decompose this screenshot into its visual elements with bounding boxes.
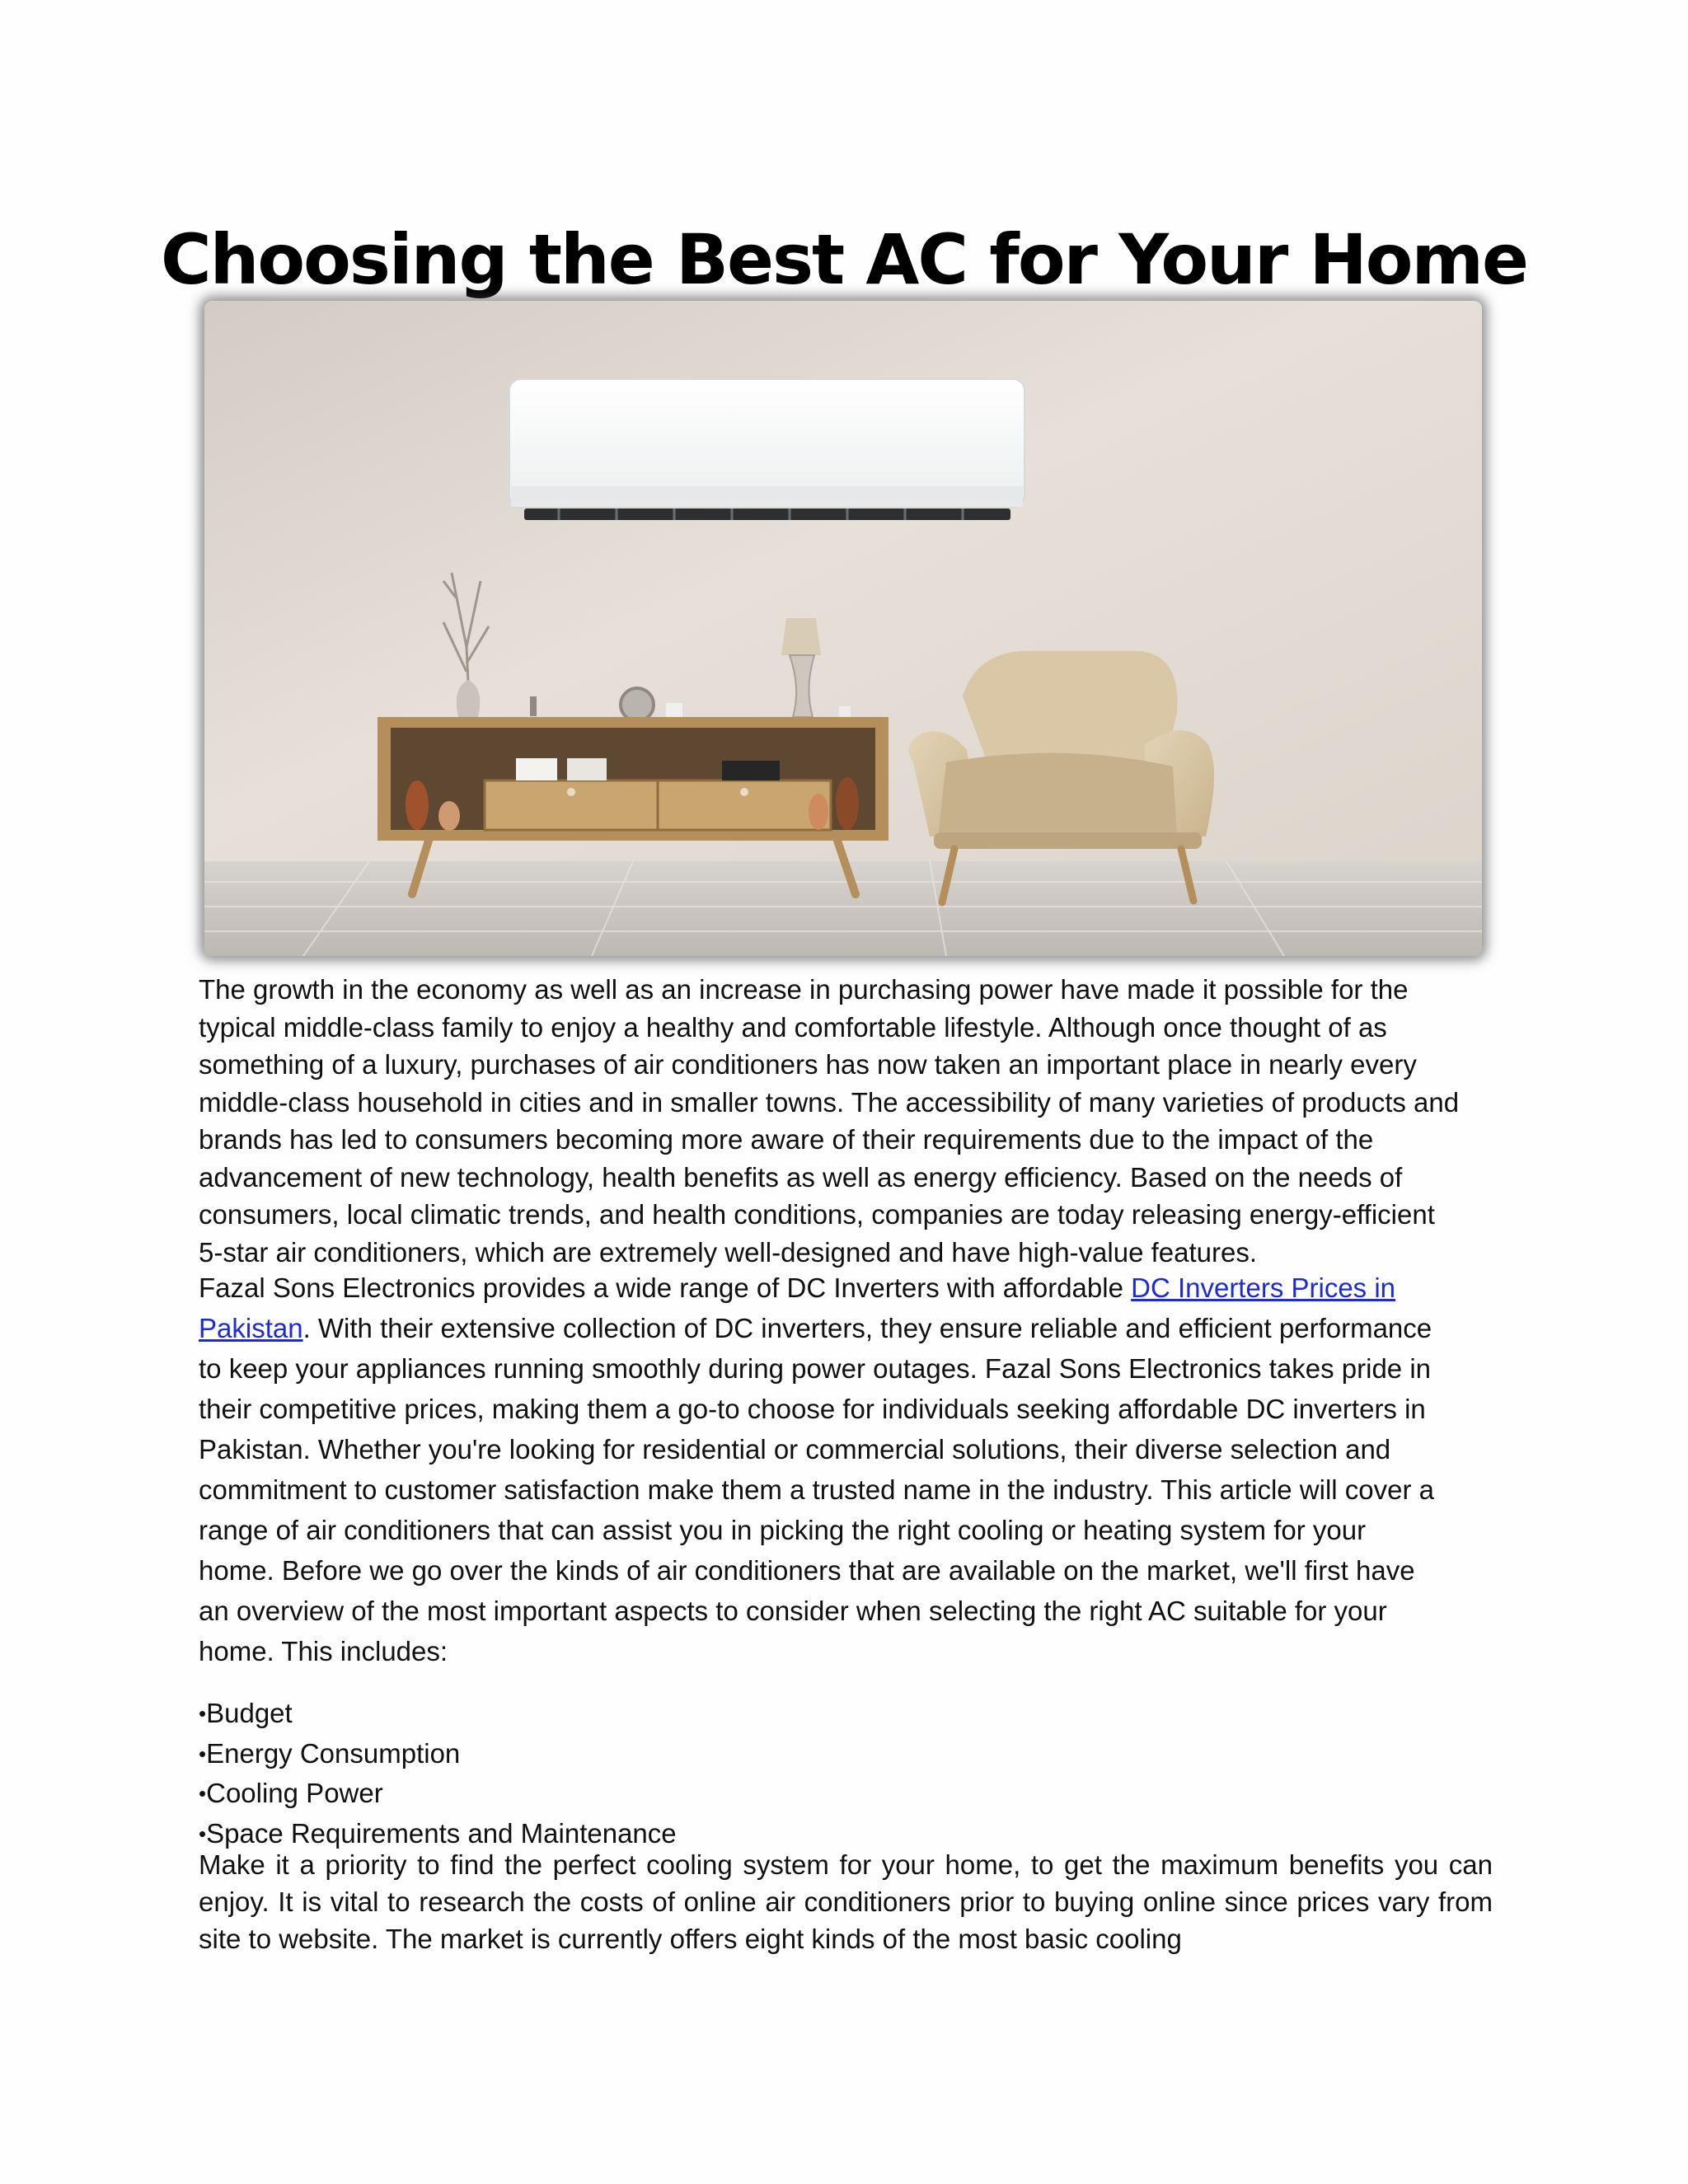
dc-inverter-paragraph [199,1268,1493,1671]
paragraph-line: advancement of new technology, health benefits as well as energy efficiency. Based on the needs of [199,1161,1403,1193]
bullet-icon: • [199,1781,207,1806]
list-item-text: Cooling Power [206,1778,383,1808]
bullet-icon: • [199,1741,207,1766]
page-title: Choosing the Best AC for Your Home [160,219,1528,300]
paragraph-line: middle-class household in cities and in smaller towns. The accessibility of many varieties of products and [199,1086,1460,1118]
paragraph-line: their competitive prices, making them a go-to choose for individuals seeking affordable DC inverters in [199,1394,1426,1424]
paragraph-line: home. This includes: [199,1636,448,1666]
paragraph-line: range of air conditioners that can assist you in picking the right cooling or heating system for your [199,1515,1367,1545]
considerations-list [199,1694,677,1854]
paragraph-line: home. Before we go over the kinds of air conditioners that are available on the market, we'll first have [199,1555,1415,1586]
paragraph-line: typical middle-class family to enjoy a healthy and comfortable lifestyle. Although once thought of as [199,1011,1387,1043]
paragraph-line: something of a luxury, purchases of air conditioners has now taken an important place in nearly every [199,1049,1417,1080]
closing-paragraph: Make it a priority to find the perfect cooling system for your home, to get the maximum benefits you can enjoy. It is vital to research the costs of online air conditioners prior to buying online since prices vary from site to website. The market is currently offers eight kinds of the most basic cooling [199,1849,1493,1954]
bullet-icon: • [199,1701,207,1726]
list-item [199,1734,677,1774]
list-item-text: Energy Consumption [206,1737,461,1769]
list-item [199,1694,677,1734]
paragraph-line: brands has led to consumers becoming more aware of their requirements due to the impact of the [199,1124,1374,1155]
bullet-icon: • [199,1821,207,1846]
paragraph-line: 5-star air conditioners, which are extremely well-designed and have high-value features. [199,1236,1258,1268]
paragraph-text: . With their extensive collection of DC inverters, they ensure reliable and efficient performance [302,1313,1432,1343]
paragraph-text: Fazal Sons Electronics provides a wide range of DC Inverters with affordable [199,1272,1132,1303]
intro-paragraph [199,971,1493,1271]
paragraph-line: Pakistan. Whether you're looking for residential or commercial solutions, their diverse selection and [199,1434,1391,1465]
list-item-text: Space Requirements and Maintenance [206,1817,677,1849]
list-item-text: Budget [206,1698,293,1728]
floor [204,861,1482,956]
dc-inverters-prices-link-continued[interactable]: Pakistan [199,1313,303,1343]
list-item [199,1774,677,1814]
paragraph-line: consumers, local climatic trends, and health conditions, companies are today releasing energy-efficient [199,1199,1435,1230]
ac-unit [509,379,1025,520]
hero-image [204,301,1482,956]
paragraph-line: an overview of the most important aspects to consider when selecting the right AC suitable for your [199,1596,1387,1626]
dc-inverters-prices-link[interactable]: DC Inverters Prices in [1131,1272,1396,1303]
paragraph-line [199,1268,1493,1308]
paragraph-line [199,1308,1493,1348]
paragraph-line: commitment to customer satisfaction make them a trusted name in the industry. This article will cover a [199,1474,1435,1505]
paragraph-line: to keep your appliances running smoothly during power outages. Fazal Sons Electronics takes pride in [199,1353,1432,1384]
paragraph-line: The growth in the economy as well as an increase in purchasing power have made it possible for the [199,974,1409,1005]
